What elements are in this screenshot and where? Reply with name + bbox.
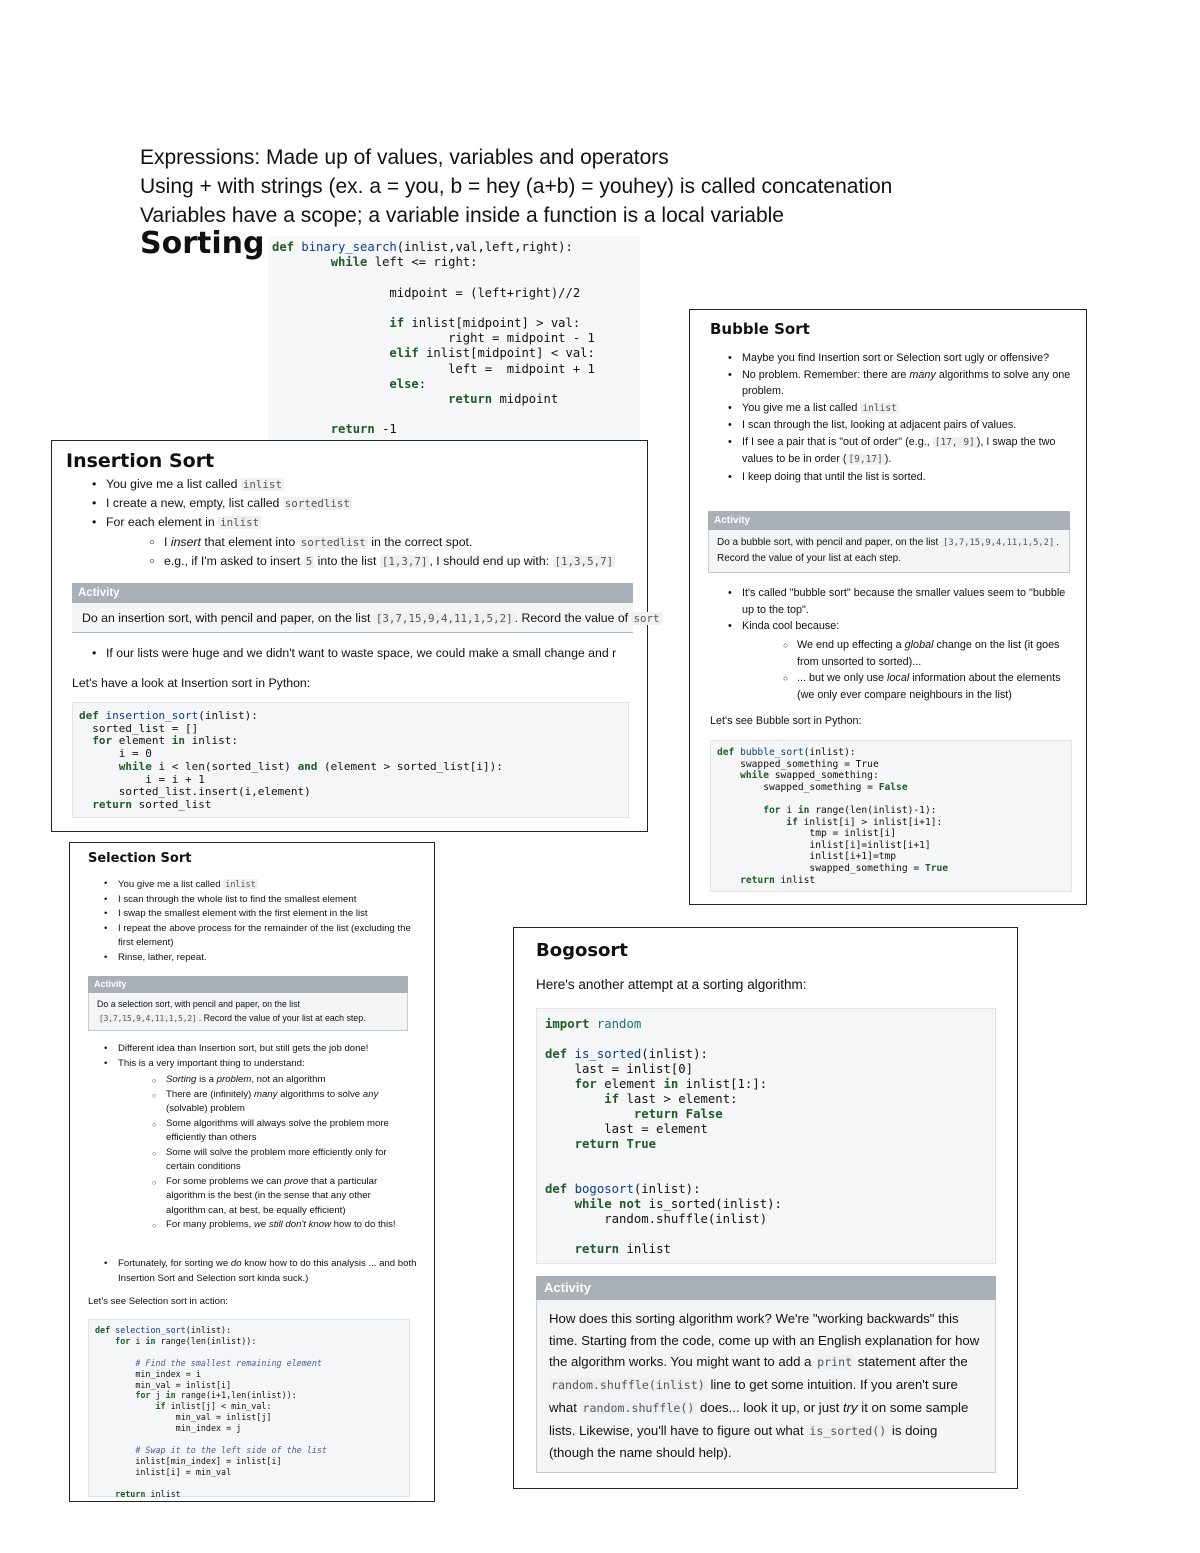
bogosort-lead: Here's another attempt at a sorting algorithm: (536, 977, 807, 992)
insertion-activity-label: Activity (72, 583, 633, 603)
list-item: ○ Some will solve the problem more efficiently only for certain conditions (166, 1146, 402, 1175)
bubble-subbullets (797, 637, 1072, 703)
list-item: • This is a very important thing to understand: (118, 1057, 418, 1072)
selection-activity-body: Do a selection sort, with pencil and paper, on the list [3,7,15,9,4,11,1,5,2] . Record the value of your list at each step. (88, 993, 408, 1031)
bubble-bullets-2 (742, 585, 1072, 635)
list-item: • No problem. Remember: there are many algorithms to solve any one problem. (742, 367, 1072, 400)
list-item: • Fortunately, for sorting we do know how to do this analysis ... and both Insertion Sort and Selection sort kinda suck.) (118, 1257, 418, 1286)
insertion-sort-panel (51, 440, 660, 832)
list-item: ○ We end up effecting a global change on the list (it goes from unsorted to sorted)... (797, 637, 1072, 670)
list-item: • I scan through the whole list to find the smallest element (118, 893, 418, 908)
sorting-heading: Sorting (140, 226, 265, 261)
list-item: • You give me a list called inlist (742, 400, 1072, 418)
list-item: ○ Some algorithms will always solve the problem more efficiently than others (166, 1117, 402, 1146)
selection-subbullets (166, 1073, 402, 1233)
list-item: • I create a new, empty, list called sortedlist (106, 494, 646, 513)
bogosort-activity-label: Activity (536, 1276, 996, 1300)
selection-sort-title: Selection Sort (88, 851, 192, 866)
list-item: • You give me a list called inlist (106, 475, 646, 494)
bubble-sort-code: def bubble_sort(inlist): swapped_something = True while swapped_something: swapped_something = False for i in range(len(inlist)-1): if inlist[i] > inlist[i+1]: tmp = inlist[i] inlist[i]=inlist[i+1] inlist[i+1]=tmp swapped_something = True return inlist (710, 740, 1072, 892)
list-item: ▫ e.g., if I'm asked to insert 5 into the list [1,3,7] , I should end up with: [1,3,5,7] (164, 552, 646, 571)
list-item: • Kinda cool because: (742, 618, 1072, 635)
bogosort-activity-body: How does this sorting algorithm work? We're "working backwards" this time. Starting from the code, come up with an English explanation for how the algorithm works. You might want to add a print statement after the random.shuffle(inlist) line to get some intuition. If you aren't sure what random.shuffle() does... look it up, or just try it on some sample lists. Likewise, you'll have to figure out what is_sorted() is doing (though the name should help). (536, 1300, 996, 1473)
bubble-sort-panel (689, 309, 1087, 905)
list-item: • I keep doing that until the list is sorted. (742, 469, 1072, 486)
list-item: • Maybe you find Insertion sort or Selection sort ugly or offensive? (742, 350, 1072, 367)
binary-search-code: def binary_search(inlist,val,left,right): while left <= right: midpoint = (left+right)//2 if inlist[midpoint] > val: right = midpoint - 1 elif inlist[midpoint] < val: left = midpoint + 1 else: return midpoint return -1 (268, 236, 640, 441)
list-item: • Rinse, lather, repeat. (118, 951, 418, 966)
list-item: • It's called "bubble sort" because the smaller values seem to "bubble up to the top". (742, 585, 1072, 618)
insertion-sort-code: def insertion_sort(inlist): sorted_list = [] for element in inlist: i = 0 while i < len(sorted_list) and (element > sorted_list[i]): i = i + 1 sorted_list.insert(i,element) return sorted_list (72, 702, 629, 818)
list-item: ○ ... but we only use local information about the elements (we only ever compare neighbours in the list) (797, 670, 1072, 703)
selection-bullets-2 (118, 1042, 418, 1071)
list-item: • I repeat the above process for the remainder of the list (excluding the first element) (118, 922, 418, 951)
insertion-subbullets (164, 533, 646, 571)
list-item: • I scan through the list, looking at adjacent pairs of values. (742, 417, 1072, 434)
bubble-activity-label: Activity (708, 511, 1070, 530)
selection-bullets (118, 877, 418, 965)
insertion-bullets (106, 475, 646, 532)
list-item: • For each element in inlist (106, 513, 646, 532)
insertion-lead: Let's have a look at Insertion sort in Python: (72, 676, 311, 690)
selection-activity-label: Activity (88, 976, 408, 993)
bubble-bullets (742, 350, 1072, 485)
intro-line-scope: Variables have a scope; a variable inside a function is a local variable (140, 204, 784, 227)
bubble-lead: Let's see Bubble sort in Python: (710, 715, 862, 727)
selection-sort-panel (69, 842, 435, 1502)
list-item: • If our lists were huge and we didn't want to waste space, we could make a small change and r (106, 644, 646, 663)
list-item: • I swap the smallest element with the first element in the list (118, 907, 418, 922)
bubble-activity-body: Do a bubble sort, with pencil and paper, on the list [3,7,15,9,4,11,1,5,2] . Record the value of your list at each step. (708, 530, 1070, 573)
list-item: ○ For some problems we can prove that a particular algorithm is the best (in the sense that any other algorithm can, at best, be equally efficient) (166, 1175, 402, 1219)
intro-line-expressions: Expressions: Made up of values, variables and operators (140, 146, 669, 169)
selection-sort-code: def selection_sort(inlist): for i in range(len(inlist)): # Find the smallest remaining element min_index = i min_val = inlist[i] for j in range(i+1,len(inlist)): if inlist[j] < min_val: min_val = inlist[j] min_index = j # Swap it to the left side of the list inlist[min_index] = inlist[i] inlist[i] = min_val return inlist (88, 1319, 410, 1497)
bogosort-code: import random def is_sorted(inlist): last = inlist[0] for element in inlist[1:]: if last > element: return False last = element return True def bogosort(inlist): while not is_sorted(inlist): random.shuffle(inlist) return inlist (536, 1008, 996, 1264)
intro-line-concatenation: Using + with strings (ex. a = you, b = hey (a+b) = youhey) is called concatenation (140, 175, 893, 198)
bubble-sort-title: Bubble Sort (710, 320, 810, 338)
insertion-activity-body: Do an insertion sort, with pencil and paper, on the list [3,7,15,9,4,11,1,5,2] . Record the value of sort (72, 603, 633, 633)
selection-lead: Let's see Selection sort in action: (88, 1296, 228, 1307)
list-item: ○ There are (infinitely) many algorithms to solve any (solvable) problem (166, 1088, 402, 1117)
list-item: • Different idea than Insertion sort, but still gets the job done! (118, 1042, 418, 1057)
bogosort-title: Bogosort (536, 940, 628, 961)
selection-bullets-3 (118, 1257, 418, 1286)
list-item: ○ For many problems, we still don't know how to do this! (166, 1218, 402, 1233)
list-item: ○ Sorting is a problem, not an algorithm (166, 1073, 402, 1088)
insertion-bullets-2 (106, 644, 646, 663)
bogosort-panel (513, 927, 1018, 1489)
list-item: • You give me a list called inlist (118, 877, 418, 893)
insertion-sort-title: Insertion Sort (66, 450, 215, 472)
list-item: ▫ I insert that element into sortedlist in the correct spot. (164, 533, 646, 552)
list-item: • If I see a pair that is "out of order" (e.g., [17, 9] ), I swap the two values to be in order ( [9,17] ). (742, 434, 1072, 469)
